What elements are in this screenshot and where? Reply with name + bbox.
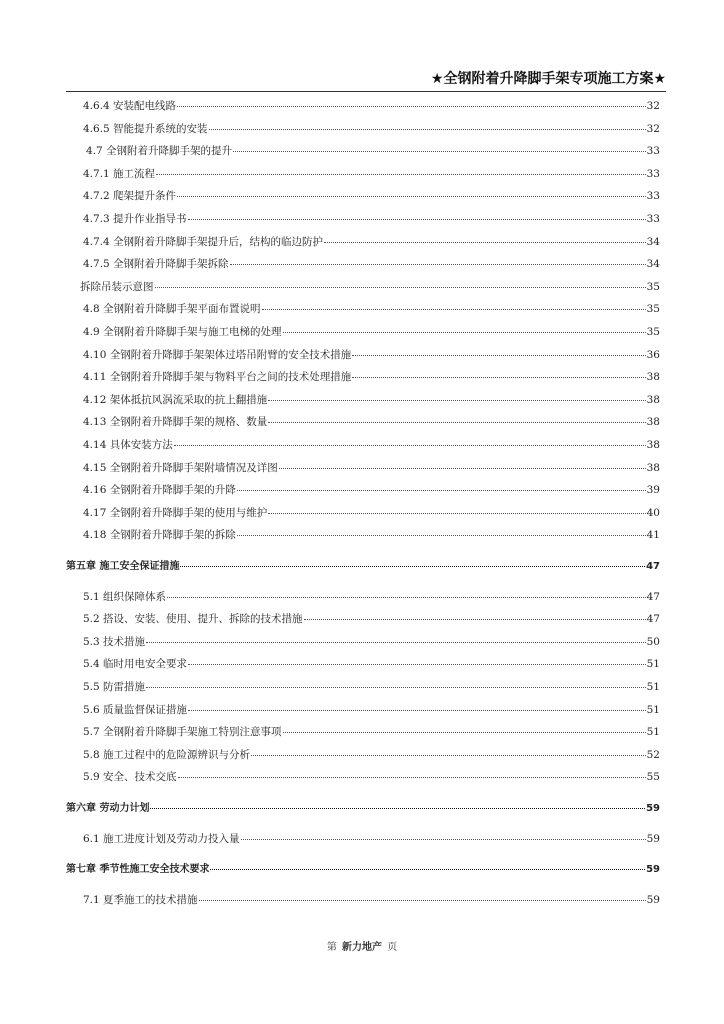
toc-entry-label: 5.1 组织保障体系 [83,590,167,603]
toc-entry-page: 51 [646,681,660,693]
toc-entry-label: 4.6.4 安装配电线路 [83,100,177,112]
toc-entry-page: 51 [646,658,660,671]
toc-entry-label: 4.8 全钢附着升降脚手架平面布置说明 [83,303,261,316]
toc-entry-label: 4.10 全钢附着升降脚手架架体过塔吊附臂的安全技术措施 [83,348,352,361]
toc-entry-page: 38 [646,416,660,429]
toc-entry-label: 4.7.2 爬架提升条件 [83,190,177,203]
toc-entry-label: 4.18 全钢附着升降脚手架的拆除 [83,529,236,542]
toc-entry-label: 5.2 搭设、安装、使用、提升、拆除的技术措施 [83,613,303,626]
toc-entry-page: 36 [646,348,660,361]
toc-entry-label: 4.6.5 智能提升系统的安装 [83,122,208,135]
toc-entry-page: 47 [646,561,660,572]
toc-leader-dots [177,106,646,107]
toc-entry-label: 4.13 全钢附着升降脚手架的规格、数量 [83,416,268,429]
toc-entry[interactable] [66,462,660,475]
toc-entry[interactable] [66,749,660,762]
toc-entry[interactable] [66,439,660,452]
toc-leader-dots [352,377,645,378]
page-footer [0,938,724,953]
toc-leader-dots [199,900,646,901]
toc-entry-label: 4.17 全钢附着升降脚手架的使用与维护 [83,506,268,519]
toc-entry-page: 52 [646,748,660,761]
toc-entry[interactable] [66,213,660,226]
toc-entry-label: 第五章 施工安全保证措施 [66,561,180,572]
toc-leader-dots [209,129,646,130]
toc-entry[interactable] [66,326,660,339]
toc-entry-page: 33 [646,145,660,158]
toc-leader-dots [241,839,646,840]
toc-leader-dots [230,264,646,265]
toc-entry[interactable] [66,281,660,294]
toc-entry-label: 4.16 全钢附着升降脚手架的升降 [83,484,236,497]
toc-leader-dots [188,664,646,665]
toc-leader-dots [155,287,646,288]
toc-entry-label: 7.1 夏季施工的技术措施 [83,893,198,906]
toc-entry-page: 41 [646,529,660,542]
toc-leader-dots [262,309,646,310]
toc-chapter-entry[interactable] [66,560,660,573]
toc-leader-dots [237,535,646,536]
toc-entry-label: 5.6 质量监督保证措施 [83,703,188,716]
toc-entry-label: 4.7.5 全钢附着升降脚手架拆除 [83,258,229,271]
toc-entry-page: 32 [646,122,660,135]
footer-prefix: 第 [326,942,337,953]
toc-leader-dots [251,755,646,756]
toc-entry-page: 59 [646,893,660,906]
toc-entry[interactable] [66,613,660,626]
toc-entry-page: 32 [646,100,660,112]
toc-entry[interactable] [66,507,660,520]
toc-leader-dots [233,151,646,152]
toc-entry-label: 第六章 劳动力计划 [66,803,150,814]
toc-entry-label: 4.12 架体抵抗风涡流采取的抗上翻措施 [83,393,268,406]
toc-entry-label: 第七章 季节性施工安全技术要求 [66,864,210,876]
toc-leader-dots [352,355,645,356]
toc-leader-dots [146,642,646,643]
toc-entry[interactable] [66,894,660,907]
toc-entry-page: 33 [646,213,660,225]
toc-entry-page: 51 [646,726,660,739]
toc-entry-page: 55 [646,771,660,784]
toc-entry[interactable] [66,658,660,671]
toc-entry[interactable] [66,190,660,203]
toc-entry-label: 4.11 全钢附着升降脚手架与物料平台之间的技术处理措施 [83,371,352,384]
toc-leader-dots [304,619,646,620]
toc-entry[interactable] [66,681,660,694]
toc-entry-page: 59 [646,832,660,845]
toc-leader-dots [283,732,646,733]
toc-leader-dots [237,490,646,491]
toc-entry-label: 4.9 全钢附着升降脚手架与施工电梯的处理 [83,326,282,338]
toc-entry[interactable] [66,394,660,407]
toc-chapter-entry[interactable] [66,863,660,876]
toc-entry[interactable] [66,591,660,604]
toc-entry[interactable] [66,371,660,384]
toc-entry-page: 38 [646,439,660,451]
toc-entry[interactable] [66,833,660,846]
toc-entry-label: 5.4 临时用电安全要求 [83,658,188,671]
toc-entry-label: 5.9 安全、技术交底 [83,771,177,784]
header-divider [66,91,666,92]
toc-leader-dots [180,566,645,567]
toc-leader-dots [177,196,646,197]
toc-entry-label: 4.7 全钢附着升降脚手架的提升 [86,145,233,158]
toc-leader-dots [268,513,645,514]
toc-entry-page: 33 [646,190,660,203]
toc-entry-page: 50 [646,635,660,648]
toc-entry-page: 38 [646,393,660,406]
toc-entry-page: 38 [646,371,660,384]
toc-entry-page: 47 [646,613,660,626]
toc-entry[interactable] [66,145,660,158]
toc-entry[interactable] [66,704,660,717]
toc-entry-page: 39 [646,484,660,497]
toc-leader-dots [188,710,646,711]
toc-entry[interactable] [66,303,660,316]
toc-entry[interactable] [66,100,660,113]
toc-entry-page: 47 [646,590,660,603]
toc-entry-label: 5.8 施工过程中的危险源辨识与分析 [83,748,251,761]
toc-entry[interactable] [66,349,660,362]
toc-entry-page: 38 [646,461,660,474]
toc-leader-dots [146,687,646,688]
toc-leader-dots [156,174,646,175]
toc-entry-label: 5.7 全钢附着升降脚手架施工特别注意事项 [83,726,282,739]
toc-entry-label: 4.15 全钢附着升降脚手架附墙情况及详图 [83,461,278,474]
toc-leader-dots [174,445,646,446]
toc-leader-dots [150,808,645,809]
toc-entry-label: 4.14 具体安装方法 [83,439,173,451]
document-header-title: ★全钢附着升降脚手架专项施工方案★ [430,71,666,87]
toc-entry[interactable] [66,123,660,136]
toc-entry-page: 51 [646,703,660,716]
toc-leader-dots [188,219,646,220]
toc-entry[interactable] [66,636,660,649]
toc-leader-dots [268,422,645,423]
toc-entry-label: 4.7.1 施工流程 [83,167,156,180]
toc-entry[interactable] [66,726,660,739]
toc-leader-dots [283,332,646,333]
toc-entry[interactable] [66,416,660,429]
toc-entry-page: 34 [646,235,660,248]
toc-entry-page: 40 [646,506,660,519]
toc-entry-label: 4.7.4 全钢附着升降脚手架提升后，结构的临边防护 [83,235,324,248]
toc-entry-page: 34 [646,258,660,271]
toc-entry[interactable] [66,168,660,181]
toc-chapter-entry[interactable] [66,802,660,815]
toc-leader-dots [167,597,646,598]
toc-leader-dots [210,869,645,870]
toc-entry-page: 59 [646,803,660,814]
footer-brand: 新力地产 [342,942,382,953]
toc-leader-dots [324,242,646,243]
toc-entry-page: 35 [646,303,660,316]
toc-leader-dots [268,400,645,401]
toc-entry-label: 5.3 技术措施 [83,635,146,648]
toc-entry-label: 6.1 施工进度计划及劳动力投入量 [83,832,240,845]
toc-entry-page: 33 [646,167,660,180]
toc-entry-label: 4.7.3 提升作业指导书 [83,213,187,225]
toc-leader-dots [279,468,646,469]
toc-entry[interactable] [66,771,660,784]
toc-leader-dots [178,777,646,778]
toc-entry[interactable] [66,484,660,497]
toc-entry-label: 5.5 防雷措施 [83,681,146,693]
toc-entry-page: 59 [646,864,660,876]
toc-entry[interactable] [66,236,660,249]
toc-entry[interactable] [66,258,660,271]
toc-entry-page: 35 [646,280,660,293]
toc-entry-page: 35 [646,326,660,338]
toc-entry-label: 拆除吊装示意图 [80,280,154,293]
toc-entry[interactable] [66,529,660,542]
footer-suffix: 页 [387,942,398,953]
